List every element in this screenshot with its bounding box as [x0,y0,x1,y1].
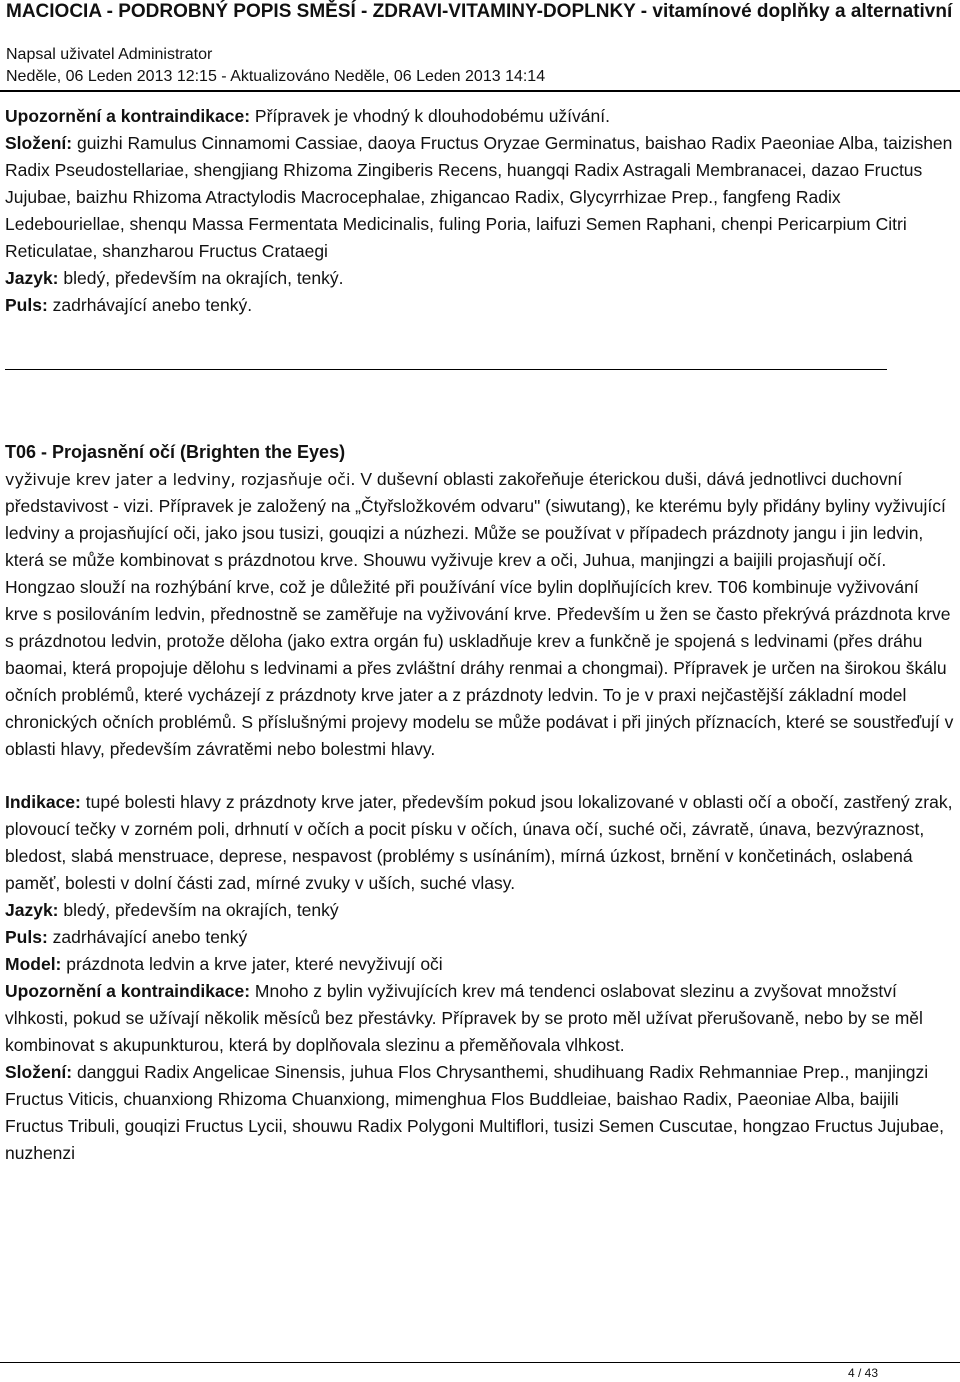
page-number: 4 / 43 [847,1366,878,1380]
warning-text: Mnoho z bylin vyživujících krev má tendenci oslabovat slezinu a zvyšovat množství vlhkosti, pokud se užívají několik měsíců bez přestávky. Přípravek by se proto měl užívat přerušovaně, nebo by se měl kombinovat s akupunkturou, která by doplňovala slezinu a přeměňovala vlhkost. [5,981,923,1055]
tongue-paragraph [5,265,955,292]
document-title: MACIOCIA - PODROBNÝ POPIS SMĚSÍ - ZDRAVI-VITAMINY-DOPLNKY - vitamínové doplňky a alternativní [6,1,953,22]
header-divider [0,90,960,92]
pulse-text: zadrhávající anebo tenký [47,927,248,947]
tongue-label: Jazyk: [5,900,59,920]
section-subtitle: vyživuje krev jater a ledviny, rozjasňuje oči. [5,470,356,489]
footer-divider [0,1362,960,1363]
warning-text: Přípravek je vhodný k dlouhodobému užívání. [250,106,610,126]
pulse-label: Puls: [5,295,48,315]
warning-paragraph [5,978,955,1059]
section-description: V duševní oblasti zakořeňuje éterickou duši, dává jednotlivci duchovní představivost - vizi. Přípravek je založený na „Čtyřsložkovém odvaru" (siwutang), ke kterému byly přidány byliny vyživující ledviny a projasňující oči, jako jsou tusizi, gouqizi a núzhezi. Může se používat v případech prázdnoty jangu i jin ledvin, která se může kombinovat s prázdnotou krve. Shouwu vyživuje krev a oči, Juhua, manjingzi a baijili projasňují očí. Hongzao slouží na rozhýbání krve, což je důležité při používání více bylin doplňujících krev. T06 kombinuje vyživování krve s posilováním ledvin, přednostně se zaměřuje na vyživování krve. Především u žen se často překrývá prázdnota krve s prázdnotou ledvin, protože děloha (jako extra orgán fu) uskladňuje krev a funkčně je spojená s ledvinami (přes dráhu baomai, která propojuje dělohu s ledvinami a přes zvláštní dráhy renmai a chongmai). Přípravek je určen na širokou škálu očních problémů, které vycházejí z prázdnoty krve jater a z prázdnoty ledvin. To je v praxi nejčastější základní model chronických očních problémů. S příslušnými projevy modelu se může podávat i při jiných příznacích, které se soustřeďují v oblasti hlavy, především závratěmi nebo bolestmi hlavy. [5,469,954,759]
warning-paragraph [5,103,955,130]
pulse-text: zadrhávající anebo tenký. [47,295,253,315]
indication-paragraph [5,789,955,897]
author-line: Napsal uživatel Administrator [6,46,213,63]
date-line: Neděle, 06 Leden 2013 12:15 - Aktualizováno Neděle, 06 Leden 2013 14:14 [6,68,546,85]
document-body [5,103,955,1167]
model-text: prázdnota ledvin a krve jater, které nevyživují oči [61,954,443,974]
composition-text: danggui Radix Angelicae Sinensis, juhua Flos Chrysanthemi, shudihuang Radix Rehmanniae Prep., manjingzi Fructus Viticis, chuanxiong Rhizoma Chuanxiong, mimenghua Flos Buddleiae, baishao Radix, Paeoniae Alba, baijili Fructus Tribuli, gouqizi Fructus Lycii, shouwu Radix Polygoni Multiflori, tusizi Semen Cuscutae, hongzao Fructus Jujubae, nuzhenzi [5,1062,944,1163]
indication-text: tupé bolesti hlavy z prázdnoty krve jater, především pokud jsou lokalizované v oblasti očí a obočí, zastřený zrak, plovoucí tečky v zorném poli, drhnutí v očích a pocit písku v očích, únava očí, suché oči, závratě, únava, bezvýraznost, bledost, slabá menstruace, deprese, nespavost (problémy s usínáním), mírná úzkost, brnění v končetinách, oslabená paměť, bolesti v dolní části zad, mírné zvuky v uších, suché vlasy. [5,792,953,893]
tongue-text: bledý, především na okrajích, tenký [58,900,339,920]
composition-paragraph [5,130,955,265]
model-paragraph [5,951,955,978]
model-label: Model: [5,954,62,974]
composition-text: guizhi Ramulus Cinnamomi Cassiae, daoya Fructus Oryzae Germinatus, baishao Radix Paeoniae Alba, taizishen Radix Pseudostellariae, shengjiang Rhizoma Zingiberis Recens, huangqi Radix Astragali Membranacei, dazao Fructus Jujubae, baizhu Rhizoma Atractylodis Macrocephalae, zhigancao Radix, Glycyrrhizae Prep., fangfeng Radix Ledebouriellae, shenqu Massa Fermentata Medicinalis, fuling Poria, laifuzi Semen Raphani, chenpi Pericarpium Citri Reticulatae, shanzharou Fructus Crataegi [5,133,953,261]
pulse-label: Puls: [5,927,48,947]
pulse-paragraph [5,924,955,951]
pulse-paragraph [5,292,955,319]
indication-label: Indikace: [5,792,81,812]
tongue-label: Jazyk: [5,268,59,288]
section-intro [5,466,955,763]
tongue-text: bledý, především na okrajích, tenký. [58,268,344,288]
warning-label: Upozornění a kontraindikace: [5,981,251,1001]
composition-label: Složení: [5,1062,73,1082]
warning-label: Upozornění a kontraindikace: [5,106,251,126]
page-header [6,0,956,88]
composition-label: Složení: [5,133,73,153]
section-title: T06 - Projasnění očí (Brighten the Eyes) [5,442,346,462]
tongue-paragraph [5,897,955,924]
composition-paragraph [5,1059,955,1167]
